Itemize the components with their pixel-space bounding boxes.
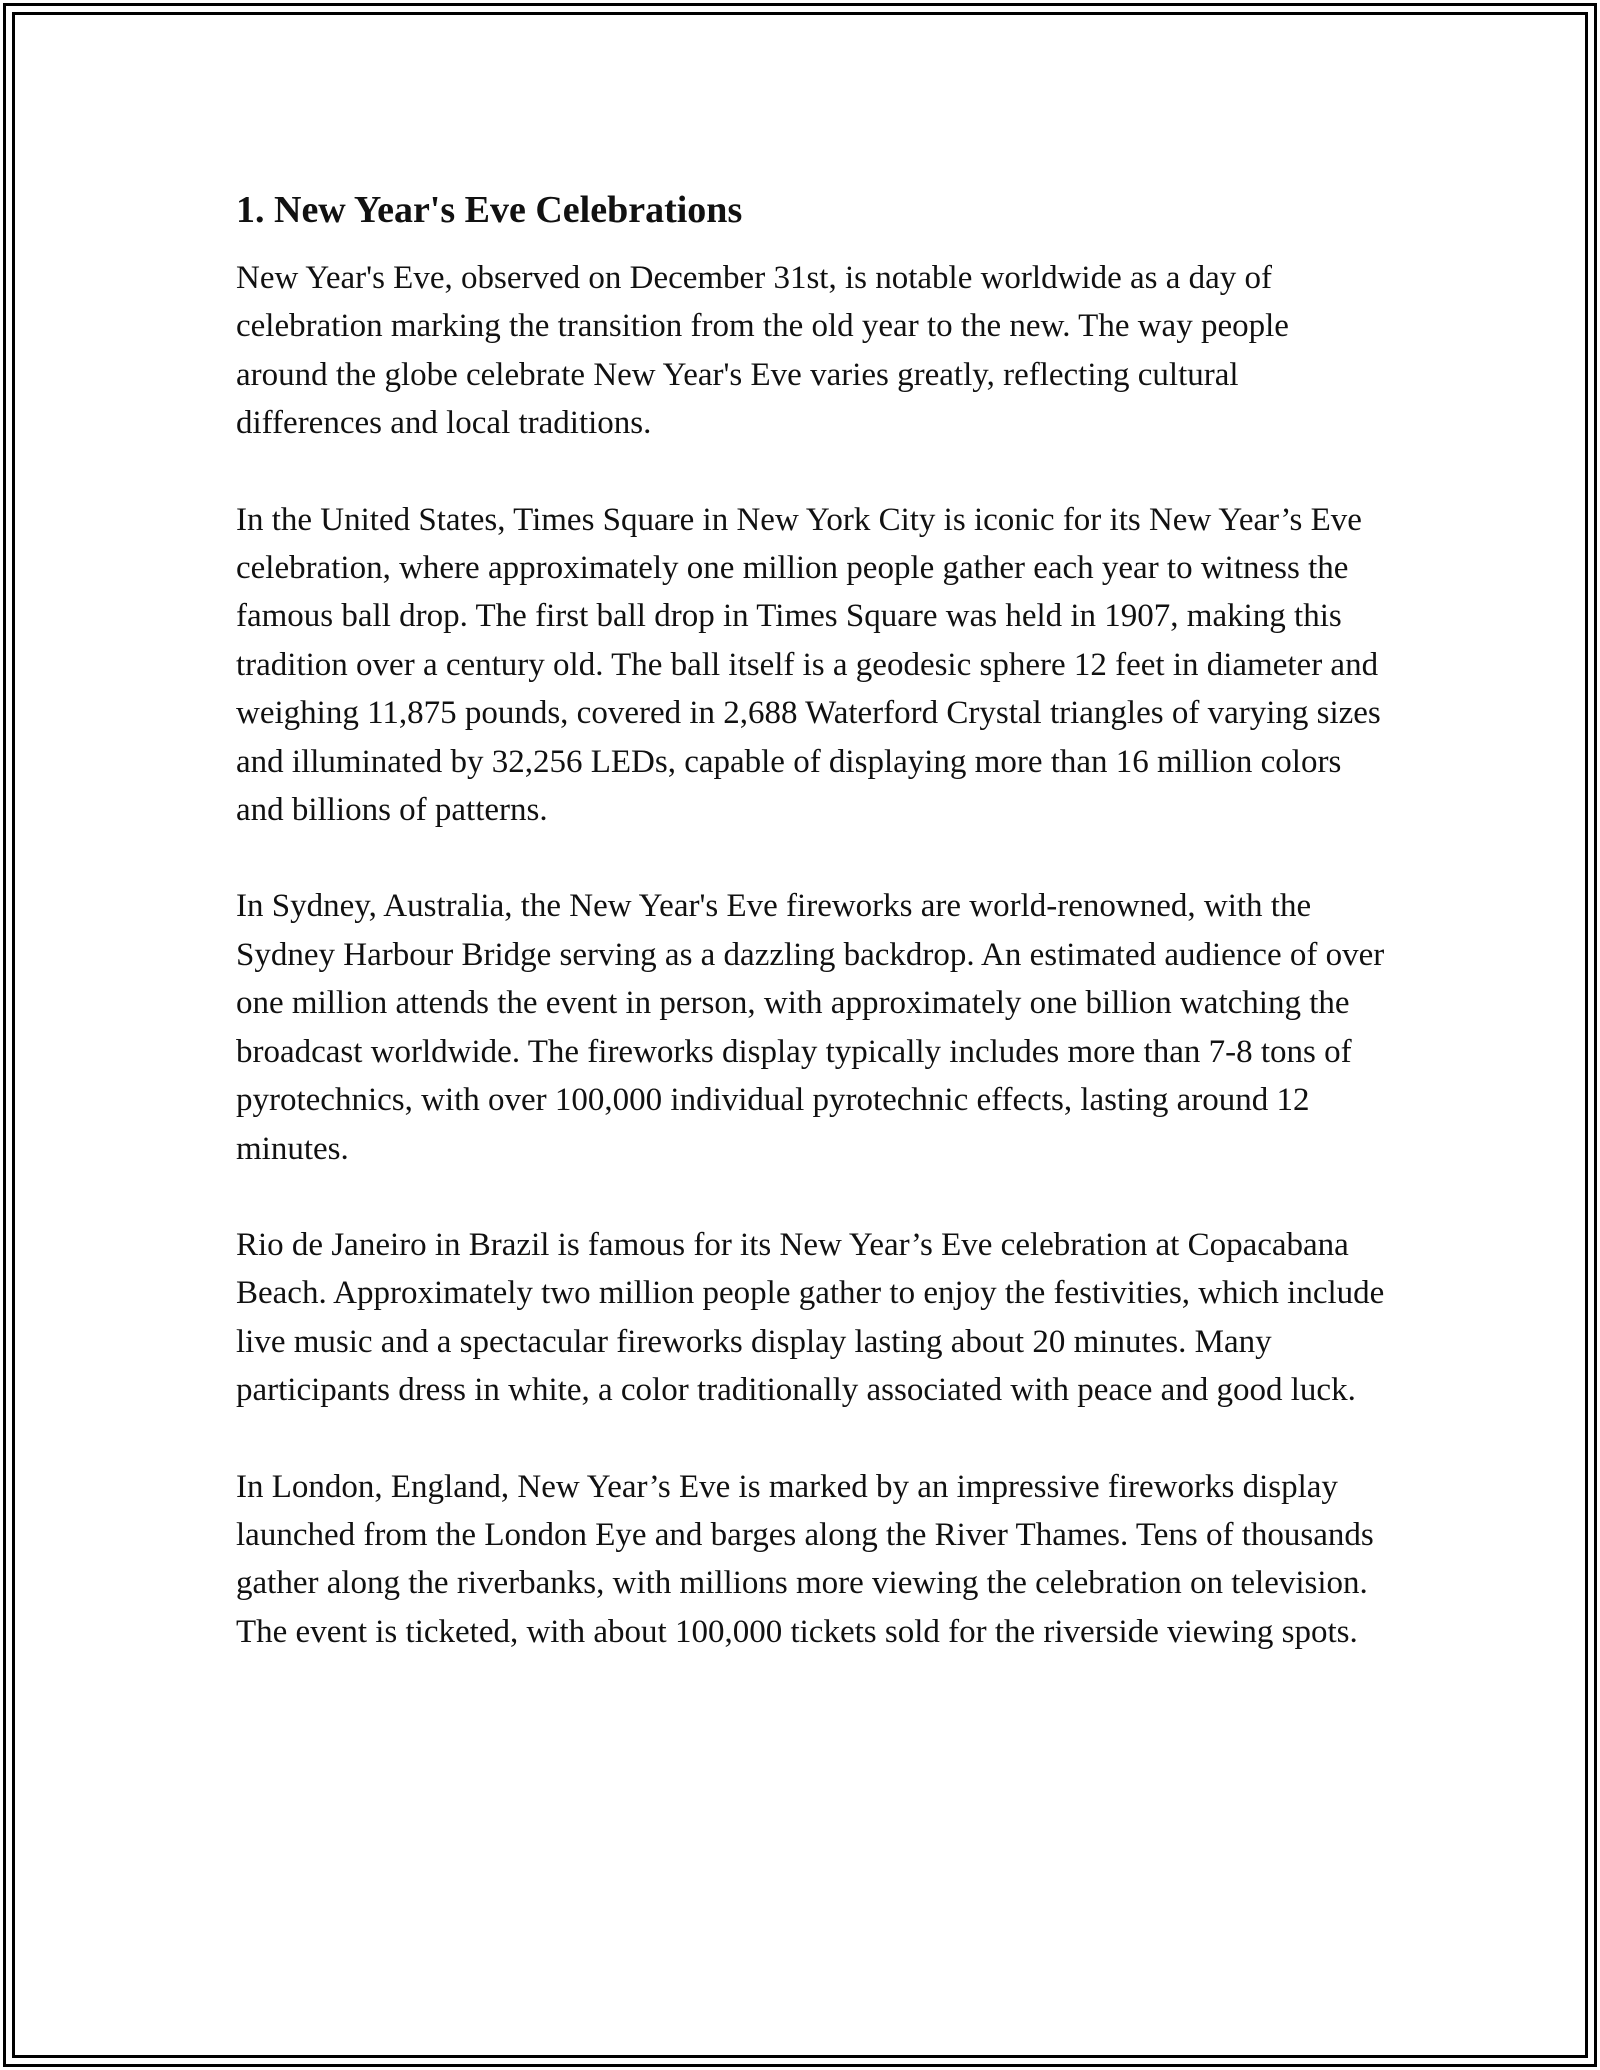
document-body [236, 186, 1386, 1704]
section-heading: 1. New Year's Eve Celebrations [236, 189, 743, 231]
paragraph-london: In London, England, New Year’s Eve is marked by an impressive fireworks display launched from the London Eye and barges along the River Thames. Tens of thousands gather along the riverbanks, with millions more viewing the celebration on television. The event is ticketed, with about 100,000 tickets sold for the riverside viewing spots. [236, 1468, 1374, 1650]
paragraph-intro: New Year's Eve, observed on December 31st, is notable worldwide as a day of celebration marking the transition from the old year to the new. The way people around the globe celebrate New Year's Eve varies greatly, reflecting cultural differences and local traditions. [236, 260, 1289, 442]
paragraph-rio: Rio de Janeiro in Brazil is famous for its New Year’s Eve celebration at Copacabana Beach. Approximately two million people gather to enjoy the festivities, which include live music and a spectacular fireworks display lasting about 20 minutes. Many participants dress in white, a color traditionally associated with peace and good luck. [236, 1226, 1385, 1409]
paragraph-new-york: In the United States, Times Square in New York City is iconic for its New Year’s Eve celebration, where approximately one million people gather each year to witness the famous ball drop. The first ball drop in Times Square was held in 1907, making this tradition over a century old. The ball itself is a geodesic sphere 12 feet in diameter and weighing 11,875 pounds, covered in 2,688 Waterford Crystal triangles of varying sizes and illuminated by 32,256 LEDs, capable of displaying more than 16 million colors and billions of patterns. [236, 501, 1381, 829]
paragraph-sydney: In Sydney, Australia, the New Year's Eve fireworks are world-renowned, with the Sydney Harbour Bridge serving as a dazzling backdrop. An estimated audience of over one million attends the event in person, with approximately one billion watching the broadcast worldwide. The fireworks display typically includes more than 7-8 tons of pyrotechnics, with over 100,000 individual pyrotechnic effects, lasting around 12 minutes. [236, 888, 1385, 1167]
